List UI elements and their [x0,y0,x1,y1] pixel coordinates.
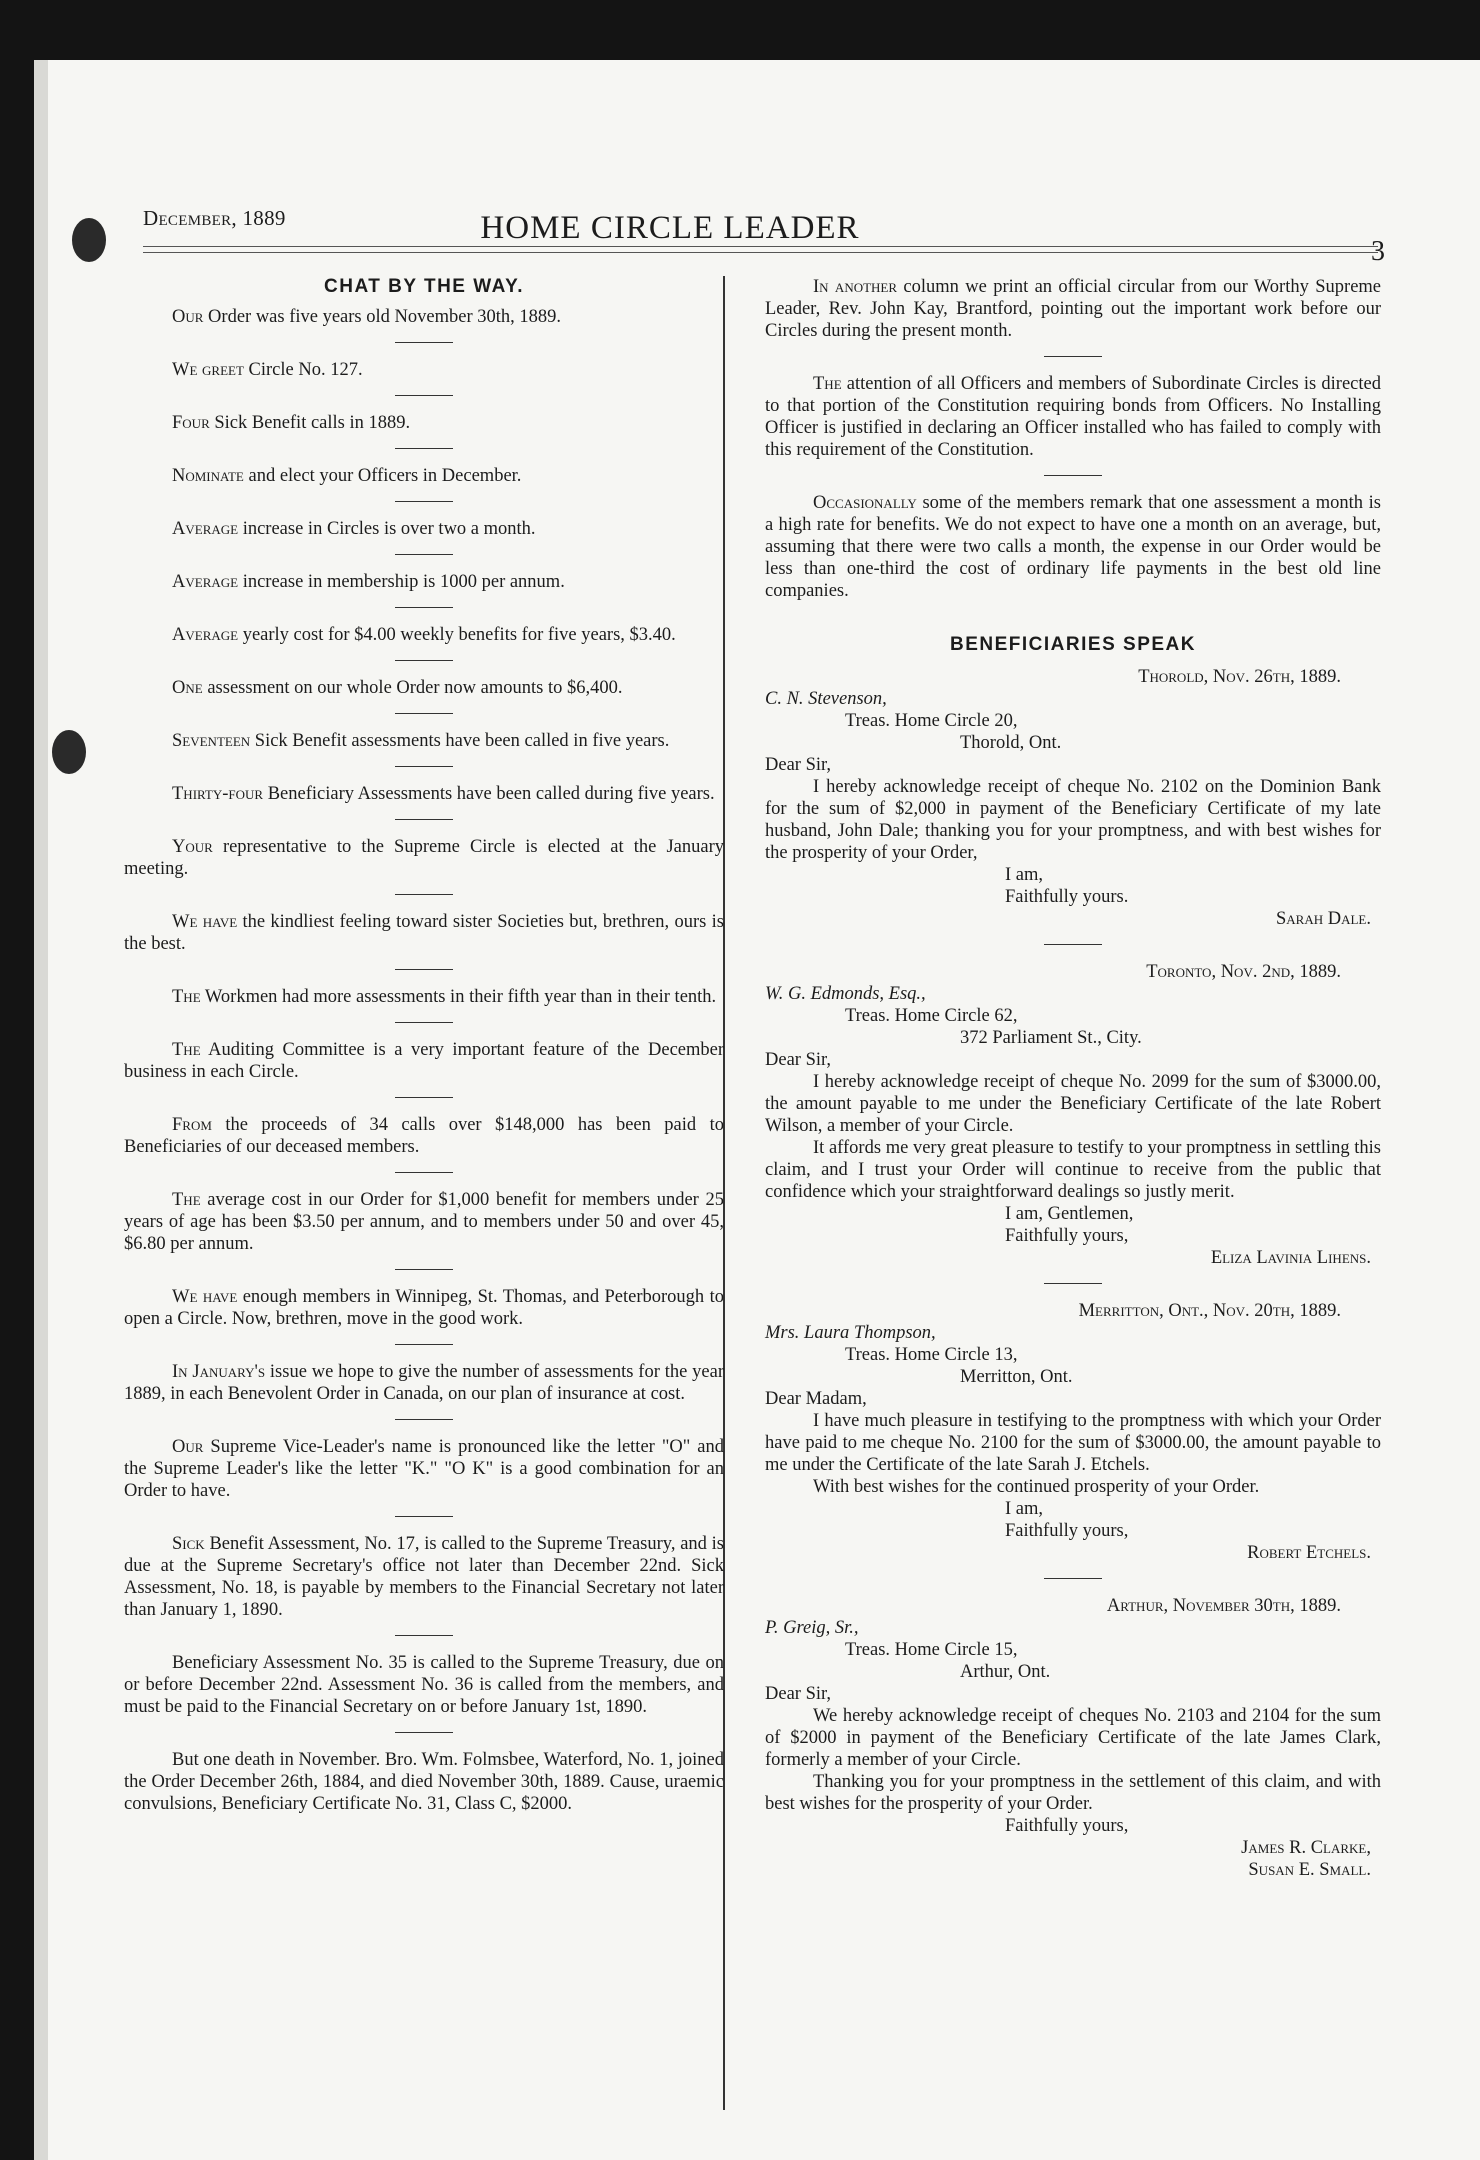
chat-item [124,1039,724,1083]
separator-rule [395,766,453,767]
paragraph-text: Sick Benefit calls in 1889. [209,413,411,433]
separator-rule [395,554,453,555]
paragraph-text: the kindliest feeling toward sister Societies but, brethren, ours is the best. [124,912,724,954]
chat-item [124,518,724,540]
letter-closing: I am, [1005,1499,1044,1519]
letter-address-line: Treas. Home Circle 20, [845,711,1018,731]
letter-address-line: 372 Parliament St., City. [960,1028,1142,1048]
lead-word: The [172,987,201,1007]
chat-item [124,836,724,880]
lead-word: Our [172,307,204,327]
dateline-text: Thorold, Nov. 26th, 1889. [1138,667,1341,687]
letter-dateline [765,1595,1381,1617]
chat-item [124,730,724,752]
letter-addressee: Mrs. Laura Thompson, [765,1323,936,1343]
chat-item [124,412,724,434]
lead-word: Sick [172,1534,205,1554]
letter-salutation: Dear Sir, [765,755,832,775]
paragraph-text: Circle No. 127. [243,360,363,380]
binding-hole [52,730,86,774]
separator-rule [1044,356,1102,357]
letter-signature: Robert Etchels. [1247,1543,1371,1563]
letter-body: Thanking you for your promptness in the settlement of this claim, and with best wishes for the prosperity of your Order. [765,1772,1381,1814]
dateline-text: Arthur, November 30th, 1889. [1106,1596,1341,1616]
paragraph-text: increase in membership is 1000 per annum. [238,572,565,592]
chat-item [124,1286,724,1330]
letter-body: I hereby acknowledge receipt of cheque No. 2099 for the sum of $3000.00, the amount payable to me under the Beneficiary Certificate of the late Robert Wilson, a member of your Circle. [765,1072,1381,1136]
beneficiary-letter [765,666,1381,930]
paragraph-text: attention of all Officers and members of Subordinate Circles is directed to that portion of the Constitution requiring bonds from Officers. No Installing Officer is justified in declaring an Officer installed who has failed to comply with this requirement of the Constitution. [765,374,1381,460]
header-rule [143,252,1378,253]
separator-rule [395,1516,453,1517]
letter-address-line: Thorold, Ont. [960,733,1062,753]
dateline-text: Toronto, Nov. 2nd, 1889. [1146,962,1341,982]
separator-rule [395,1172,453,1173]
lead-word: In January's [172,1362,266,1382]
letter-address-line: Arthur, Ont. [960,1662,1051,1682]
paragraph-text: assessment on our whole Order now amounts to $6,400. [202,678,623,698]
separator-rule [1044,1578,1102,1579]
lead-word: In another [813,277,898,297]
letter-body: With best wishes for the continued prosperity of your Order. [813,1477,1260,1497]
letter-address-line: Treas. Home Circle 15, [845,1640,1018,1660]
lead-word: Your [172,837,213,857]
lead-word: Our [172,1437,204,1457]
editorial-paragraph [765,276,1381,342]
separator-rule [1044,475,1102,476]
paragraph-text: Workmen had more assessments in their fifth year than in their tenth. [200,987,717,1007]
beneficiary-letter [765,944,1381,1269]
letter-closing: I am, Gentlemen, [1005,1204,1134,1224]
lead-word: The [172,1190,201,1210]
right-column [765,276,1381,1881]
paragraph-text: issue we hope to give the number of assessments for the year 1889, in each Benevolent Order in Canada, on our plan of insurance at cost. [124,1362,724,1404]
paragraph-text: enough members in Winnipeg, St. Thomas, and Peterborough to open a Circle. Now, brethren, move in the good work. [124,1287,724,1329]
lead-word: Average [172,519,239,539]
lead-word: Thirty-four [172,784,264,804]
letter-salutation: Dear Sir, [765,1050,832,1070]
separator-rule [395,342,453,343]
letter-dateline [765,1300,1381,1322]
beneficiaries-heading: BENEFICIARIES SPEAK [950,634,1196,655]
separator-rule [395,501,453,502]
chat-item [124,986,724,1008]
separator-rule [395,607,453,608]
chat-items [124,306,724,1815]
letter-address-line: Treas. Home Circle 13, [845,1345,1018,1365]
letter-body: It affords me very great pleasure to testify to your promptness in settling this claim, and I trust your Order will continue to receive from the public that confidence which your straightforward dealings so justly merit. [765,1138,1381,1202]
lead-word: Average [172,572,239,592]
lead-word: The [813,374,842,394]
page-spine [34,60,48,2160]
letter-address-line: Treas. Home Circle 62, [845,1006,1018,1026]
lead-word: We greet [172,360,244,380]
lead-word: Average [172,625,239,645]
dateline-text: Merritton, Ont., Nov. 20th, 1889. [1078,1301,1341,1321]
chat-item [124,571,724,593]
letter-closing: Faithfully yours, [1005,1816,1129,1836]
chat-item [124,1361,724,1405]
letter-signature: Eliza Lavinia Lihens. [1210,1248,1371,1268]
letter-body: I hereby acknowledge receipt of cheque No. 2102 on the Dominion Bank for the sum of $2,000 in payment of the Beneficiary Certificate of my late husband, John Dale; thanking you for your promptness, and with best wishes for the prosperity of your Order, [765,777,1381,863]
chat-item [124,359,724,381]
separator-rule [395,1635,453,1636]
letter-salutation: Dear Sir, [765,1684,832,1704]
letter-addressee: W. G. Edmonds, Esq., [765,984,926,1004]
separator-rule [395,395,453,396]
chat-item [124,465,724,487]
letter-addressee: P. Greig, Sr., [765,1618,859,1638]
separator-rule [395,1344,453,1345]
issue-date: December, 1889 [143,206,286,230]
paragraph-text: yearly cost for $4.00 weekly benefits for five years, $3.40. [238,625,676,645]
chat-item [124,1114,724,1158]
lead-word: Seventeen [172,731,251,751]
letter-signature: James R. Clarke, [1241,1838,1371,1858]
letter-address-line: Merritton, Ont. [960,1367,1073,1387]
beneficiary-letter [765,1578,1381,1881]
separator-rule [395,448,453,449]
editorial-paragraph [765,492,1381,602]
separator-rule [395,713,453,714]
paragraph-text: and elect your Officers in December. [243,466,522,486]
lead-word: We have [172,1287,238,1307]
letter-closing: Faithfully yours. [1005,887,1129,907]
separator-rule [1044,944,1102,945]
lead-word: The [172,1040,201,1060]
letter-closing: I am, [1005,865,1044,885]
chat-item [124,624,724,646]
paragraph-text: some of the members remark that one assessment a month is a high rate for benefits. We do not expect to have one a month on an average, but, assuming that there were two calls a month, the expense in our Order would be less than one-third the cost of ordinary life payments in the best old line companies. [765,493,1381,601]
lead-word: From [172,1115,212,1135]
separator-rule [395,894,453,895]
letter-signature: Sarah Dale. [1275,909,1371,929]
separator-rule [395,1732,453,1733]
separator-rule [395,1022,453,1023]
paragraph-text: increase in Circles is over two a month. [238,519,536,539]
paragraph-text: average cost in our Order for $1,000 benefit for members under 25 years of age has been $3.50 per annum, and to members under 50 and over 45, $6.80 per annum. [124,1190,724,1254]
separator-rule [395,1269,453,1270]
letter-body: I have much pleasure in testifying to the promptness with which your Order have paid to me cheque No. 2100 for the sum of $3000.00, the amount payable to me under the Certificate of the late Sarah J. Etchels. [765,1411,1381,1475]
chat-item [124,1749,724,1815]
chat-column [124,276,724,1815]
letter-salutation: Dear Madam, [765,1389,867,1409]
letter-signature: Susan E. Small. [1248,1860,1371,1880]
separator-rule [1044,1283,1102,1284]
chat-item [124,1189,724,1255]
page-number: 3 [1371,236,1386,267]
paragraph-text: the proceeds of 34 calls over $148,000 has been paid to Beneficiaries of our deceased members. [124,1115,724,1157]
paragraph-text: Order was five years old November 30th, 1889. [203,307,561,327]
separator-rule [395,660,453,661]
chat-heading: CHAT BY THE WAY. [324,276,524,297]
letter-closing: Faithfully yours, [1005,1521,1129,1541]
header-rule [143,246,1378,247]
masthead-title: HOME CIRCLE LEADER [480,210,860,246]
letter-dateline [765,666,1381,688]
paragraph-text: Auditing Committee is a very important feature of the December business in each Circle. [124,1040,724,1082]
lead-word: Four [172,413,210,433]
lead-word: One [172,678,203,698]
paragraph-text: representative to the Supreme Circle is elected at the January meeting. [124,837,724,879]
paragraph-text: Sick Benefit assessments have been called in five years. [250,731,670,751]
separator-rule [395,1097,453,1098]
letters [765,666,1381,1881]
letter-dateline [765,961,1381,983]
chat-item [124,677,724,699]
separator-rule [395,969,453,970]
paragraph-text: column we print an official circular from our Worthy Supreme Leader, Rev. John Kay, Brantford, pointing out the important work before our Circles during the present month. [765,277,1382,341]
lead-word: Occasionally [813,493,917,513]
lead-word: We have [172,912,238,932]
paragraph-text: Benefit Assessment, No. 17, is called to the Supreme Treasury, and is due at the Supreme Secretary's office not later than December 22nd. Sick Assessment, No. 18, is payable by members to the Financial Secretary not later than January 1, 1890. [124,1534,724,1620]
paragraph-text: But one death in November. Bro. Wm. Folmsbee, Waterford, No. 1, joined the Order December 26th, 1884, and died November 30th, 1889. Cause, uraemic convulsions, Beneficiary Certificate No. 31, Class C, $2000. [124,1750,724,1814]
editorial-paragraph [765,373,1381,461]
paragraph-text: Beneficiary Assessments have been called during five years. [263,784,715,804]
paragraph-text: Beneficiary Assessment No. 35 is called to the Supreme Treasury, due on or before December 22nd. Assessment No. 36 is called from the members, and must be paid to the Financial Secretary on or before January 1st, 1890. [124,1653,724,1717]
separator-rule [395,1419,453,1420]
letter-closing: Faithfully yours, [1005,1226,1129,1246]
chat-item [124,1436,724,1502]
lead-word: Nominate [172,466,244,486]
chat-item [124,783,724,805]
letter-body: We hereby acknowledge receipt of cheques No. 2103 and 2104 for the sum of $2000 in payment of the Beneficiary Certificate of the late James Clark, formerly a member of your Circle. [765,1706,1381,1770]
chat-item [124,306,724,328]
editorial-paragraphs [765,276,1381,602]
chat-item [124,1652,724,1718]
letter-addressee: C. N. Stevenson, [765,689,887,709]
beneficiary-letter [765,1283,1381,1564]
chat-item [124,1533,724,1621]
paragraph-text: Supreme Vice-Leader's name is pronounced like the letter "O" and the Supreme Leader's like the letter "K." "O K" is a good combination for an Order to have. [124,1437,724,1501]
chat-item [124,911,724,955]
separator-rule [395,819,453,820]
